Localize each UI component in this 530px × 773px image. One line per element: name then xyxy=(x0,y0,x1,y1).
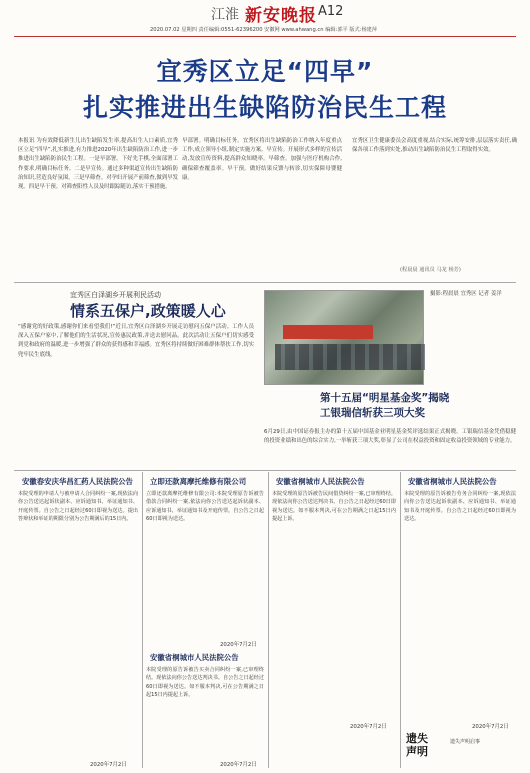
lead-col-3 xyxy=(352,137,517,265)
notice-5-title: 安徽省桐城市人民法院公告 xyxy=(408,477,497,486)
lost-notice-ad xyxy=(406,732,450,768)
newspaper-logo: 新安晚报 xyxy=(245,6,317,26)
notice-5-date: 2020年7月2日 xyxy=(472,724,509,730)
photo-banner xyxy=(283,325,373,339)
masthead xyxy=(0,0,530,33)
headline-line1: 宜秀区立足“四早” xyxy=(156,57,374,86)
story2-body xyxy=(18,323,254,425)
notice-3-body: 本院受理的原告诉被告买卖合同纠纷一案,已审理终结。现依法向你公告送达判决书。自公告之日起经过60日即视为送达。如不服本判决,可在公告期满之日起15日内提起上诉。 xyxy=(146,667,264,698)
notice-3-date: 2020年7月2日 xyxy=(220,762,257,768)
story3-body xyxy=(264,428,516,466)
story3-body-text: 6月29日,由中国证券报主办的第十五届中国基金业明星基金奖评选结果正式揭晓。工银瑞信基金凭借稳健的投资业绩和出色的综合实力,一举斩获三项大奖,彰显了公司在权益投资和固定收益投资领域的专业能力。 xyxy=(264,429,516,445)
lead-col-1-text: 本报讯 为有效降低新生儿出生缺陷发生率,提高出生人口素质,宜秀区立足“四早”,扎实推进,有力推进2020年出生缺陷防治工作,进一步推进出生缺陷防治民生工程。一是早部署。下好先手棋,全面部署工作要求,明确目标任务。二是早宣传。通过多种渠道宣传出生缺陷防治知识,营造良好氛围。三是早筛查。对孕妇开展产前筛查,做到早发现。四是早干预。对筛查阳性人员及时跟踪随访,落实干预措施。 xyxy=(18,138,178,191)
lead-col-3-text: 宜秀区卫生健康委员会高度重视,结合实际,统筹安排,层层落实责任,确保各项工作落到实处,推动出生缺陷防治民生工程取得实效。 xyxy=(352,138,517,154)
ad-small-text: 遗失声明启事 xyxy=(450,739,481,745)
photo-caption xyxy=(430,290,516,350)
photo-people xyxy=(275,344,425,370)
notice-3-title: 安徽省桐城市人民法院公告 xyxy=(150,653,239,662)
notice-4-body: 本院受理的原告诉被告民间借贷纠纷一案,已审理终结。现依法向你公告送达判决书。自公告之日起经过60日即视为送达。如不服本判决,可在公告期满之日起15日内提起上诉。 xyxy=(272,491,396,522)
notice-2-body: 立即还款离摩托维修有限公司:本院受理原告诉被告借款合同纠纷一案,依法向你公告送达起诉状副本、应诉通知书、举证通知书及开庭传票。自公告之日起60日即视为送达。 xyxy=(146,491,264,522)
story3-title-line1: 第十五届“明星基金奖”揭晓 xyxy=(320,392,450,404)
story2-kicker: 宜秀区白泽湖乡开展利民活动 xyxy=(70,291,161,299)
story2-title: 情系五保户,政策暖人心 xyxy=(70,302,226,320)
photo-caption-text: 摄影:程晨晨 宜秀区 记者 姜洋 xyxy=(430,291,502,297)
notice-4-title: 安徽省桐城市人民法院公告 xyxy=(276,477,365,486)
masthead-info: 2020.07.02 星期四 责任编辑:0551-62396200 安徽网 www.ahwang.cn 编辑:郭平 版式:杨建萍 xyxy=(150,27,378,33)
story2-body-text: “感谢党的好政策,感谢你们来看望我们!”近日,宜秀区白泽湖乡开展走访慰问五保户活动。工作人员深入五保户家中,了解他们的生活状况,宣传惠民政策,并送去慰问品。此次活动让五保户们切实感受到党和政府的温暖,进一步增强了群众的获得感和幸福感。宜秀区将持续做好困难群体帮扶工作,切实兜牢民生底线。 xyxy=(18,324,254,358)
lead-col-1 xyxy=(18,137,178,265)
notice-1-body: 本院受理的申请人与被申请人合同纠纷一案,现依法向你公告送达起诉状副本、应诉通知书、举证通知书、开庭传票。自公告之日起经过60日即视为送达。提出答辩状和举证的期限分别为公告期满后的15日内。 xyxy=(18,491,138,522)
notice-5-body: 本院受理的原告诉被告劳务合同纠纷一案,现依法向你公告送达起诉状副本、应诉通知书、举证通知书及开庭传票。自公告之日起经过60日即视为送达。 xyxy=(404,491,516,522)
notice-vline-1 xyxy=(142,472,143,768)
notice-1-date: 2020年7月2日 xyxy=(90,762,127,768)
lead-byline: (程晨晨 通讯员 马龙 杨芳) xyxy=(400,267,461,273)
page-number: A12 xyxy=(318,4,344,19)
notice-1-title: 安徽春安庆华昌汇药人民法院公告 xyxy=(22,477,133,486)
notice-4-date: 2020年7月2日 xyxy=(350,724,387,730)
notice-2-date: 2020年7月2日 xyxy=(220,642,257,648)
notice-vline-2 xyxy=(268,472,269,768)
lead-col-2-text: 早部署。明确目标任务。宜秀区将出生缺陷防治工作纳入年度重点工作,成立领导小组,制定实施方案。早宣传。开展形式多样的宣传活动,发放宣传资料,提高群众知晓率。早筛查。加强与医疗机构合作,确保筛查覆盖率。早干预。做好结果反馈与转诊,切实保障母婴健康。 xyxy=(182,138,342,181)
event-photo xyxy=(264,290,424,385)
headline-line2: 扎实推进出生缺陷防治民生工程 xyxy=(82,93,447,122)
notice-divider xyxy=(14,470,516,471)
notice-vline-3 xyxy=(400,472,401,768)
lead-col-2 xyxy=(182,137,342,265)
masthead-region: 江淮 xyxy=(211,7,239,23)
section-divider xyxy=(14,282,516,283)
header-rule xyxy=(14,36,516,37)
notice-2-title: 立即还款离摩托维修有限公司 xyxy=(150,477,247,486)
story3-title-line2: 工银瑞信斩获三项大奖 xyxy=(320,407,425,419)
ad-title: 遗失 声明 xyxy=(406,732,428,758)
